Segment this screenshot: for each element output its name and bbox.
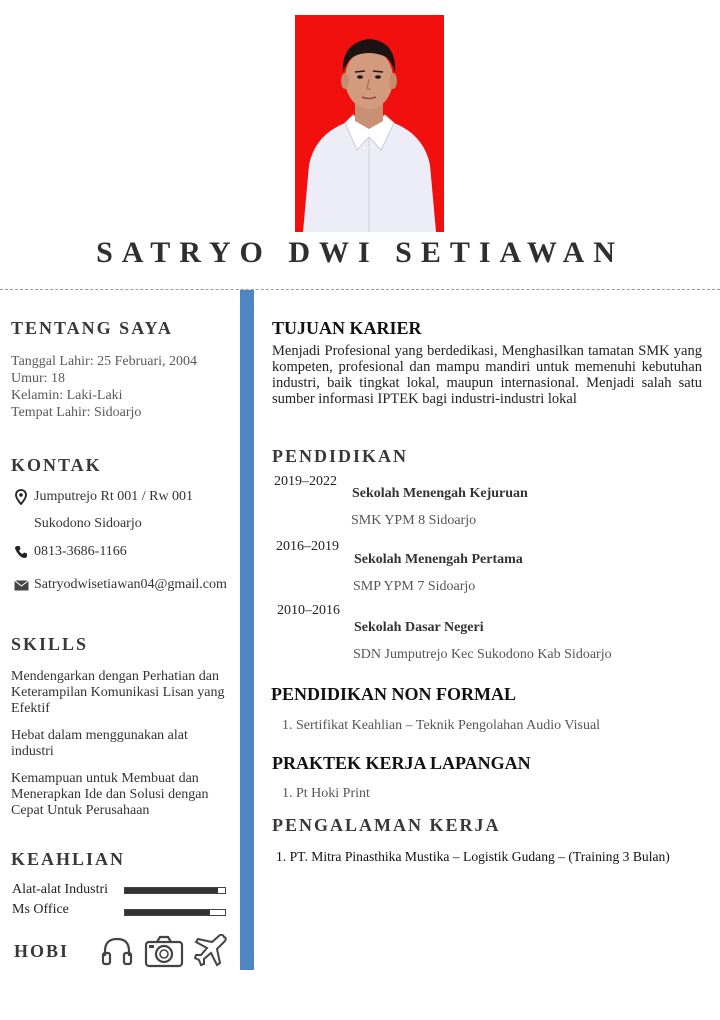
edu-level: Sekolah Menengah Kejuruan	[352, 486, 528, 501]
skill-item: Mendengarkan dengan Perhatian dan Keterampilan Komunikasi Lisan yang Efektif	[11, 669, 225, 716]
age: Umur: 18	[11, 371, 66, 386]
header-divider	[0, 289, 720, 290]
phone-icon	[12, 545, 30, 559]
address-line1: Jumputrejo Rt 001 / Rw 001	[34, 489, 194, 504]
hobi-icons	[100, 934, 228, 973]
keahlian-title: KEAHLIAN	[11, 849, 126, 869]
birth-date: Tanggal Lahir: 25 Februari, 2004	[11, 354, 198, 369]
column-divider-bar	[240, 290, 254, 970]
experience-title: PENGALAMAN KERJA	[272, 815, 501, 835]
phone-row	[12, 544, 127, 560]
edu-level: Sekolah Menengah Pertama	[354, 552, 523, 567]
nonformal-item: 1. Sertifikat Keahlian – Teknik Pengolahan Audio Visual	[282, 718, 601, 733]
camera-icon	[144, 934, 184, 973]
birth-place: Tempat Lahir: Sidoarjo	[11, 405, 142, 420]
nonformal-title: PENDIDIKAN NON FORMAL	[271, 684, 516, 704]
hobi-title: HOBI	[14, 941, 70, 961]
headphones-icon	[100, 934, 134, 973]
pkl-item: 1. Pt Hoki Print	[282, 786, 370, 801]
education-title: PENDIDIKAN	[272, 446, 409, 466]
address-line2: Sukodono Sidoarjo	[34, 516, 142, 531]
person-portrait	[295, 15, 444, 232]
address-row	[12, 489, 193, 505]
edu-level: Sekolah Dasar Negeri	[354, 620, 484, 635]
skill-item: Kemampuan untuk Membuat dan Menerapkan Ide dan Solusi dengan Cepat Untuk Perusahaan	[11, 771, 209, 818]
keahlian-bar	[124, 887, 226, 894]
contact-title: KONTAK	[11, 455, 102, 475]
airplane-icon	[194, 934, 228, 973]
edu-years: 2019–2022	[274, 474, 337, 489]
skill-item: Hebat dalam menggunakan alat industri	[11, 728, 188, 759]
full-name: SATRYO DWI SETIAWAN	[96, 236, 624, 269]
email-row	[12, 577, 227, 593]
keahlian-bar-fill	[125, 888, 218, 893]
career-text: Menjadi Profesional yang berdedikasi, Menghasilkan tamatan SMK yang kompeten, profesional dan mampu mandiri untuk memenuhi kebutuhan industri, baik tingkat lokal, maupun internasional. Menjadi salah satu sumber informasi IPTEK bagi industri-industri lokal	[272, 343, 702, 407]
edu-years: 2010–2016	[277, 603, 340, 618]
gender: Kelamin: Laki-Laki	[11, 388, 123, 403]
skills-title: SKILLS	[11, 634, 89, 654]
about-info	[11, 353, 197, 421]
skills-list	[11, 669, 233, 830]
phone-number: 0813-3686-1166	[34, 544, 127, 559]
profile-photo	[295, 15, 444, 232]
envelope-icon	[12, 580, 30, 591]
edu-school: SMK YPM 8 Sidoarjo	[351, 513, 477, 528]
edu-school: SDN Jumputrejo Kec Sukodono Kab Sidoarjo	[353, 647, 612, 662]
edu-school: SMP YPM 7 Sidoarjo	[353, 579, 476, 594]
keahlian-bar	[124, 909, 226, 916]
career-title: TUJUAN KARIER	[272, 318, 422, 338]
location-pin-icon	[12, 489, 30, 505]
email-address: Satryodwisetiawan04@gmail.com	[34, 577, 227, 592]
about-title: TENTANG SAYA	[11, 318, 173, 338]
keahlian-label: Alat-alat Industri	[12, 882, 109, 897]
pkl-title: PRAKTEK KERJA LAPANGAN	[272, 753, 531, 773]
keahlian-bar-fill	[125, 910, 210, 915]
edu-years: 2016–2019	[276, 539, 339, 554]
experience-item: 1. PT. Mitra Pinasthika Mustika – Logistik Gudang – (Training 3 Bulan)	[276, 849, 670, 864]
keahlian-label: Ms Office	[12, 902, 69, 917]
